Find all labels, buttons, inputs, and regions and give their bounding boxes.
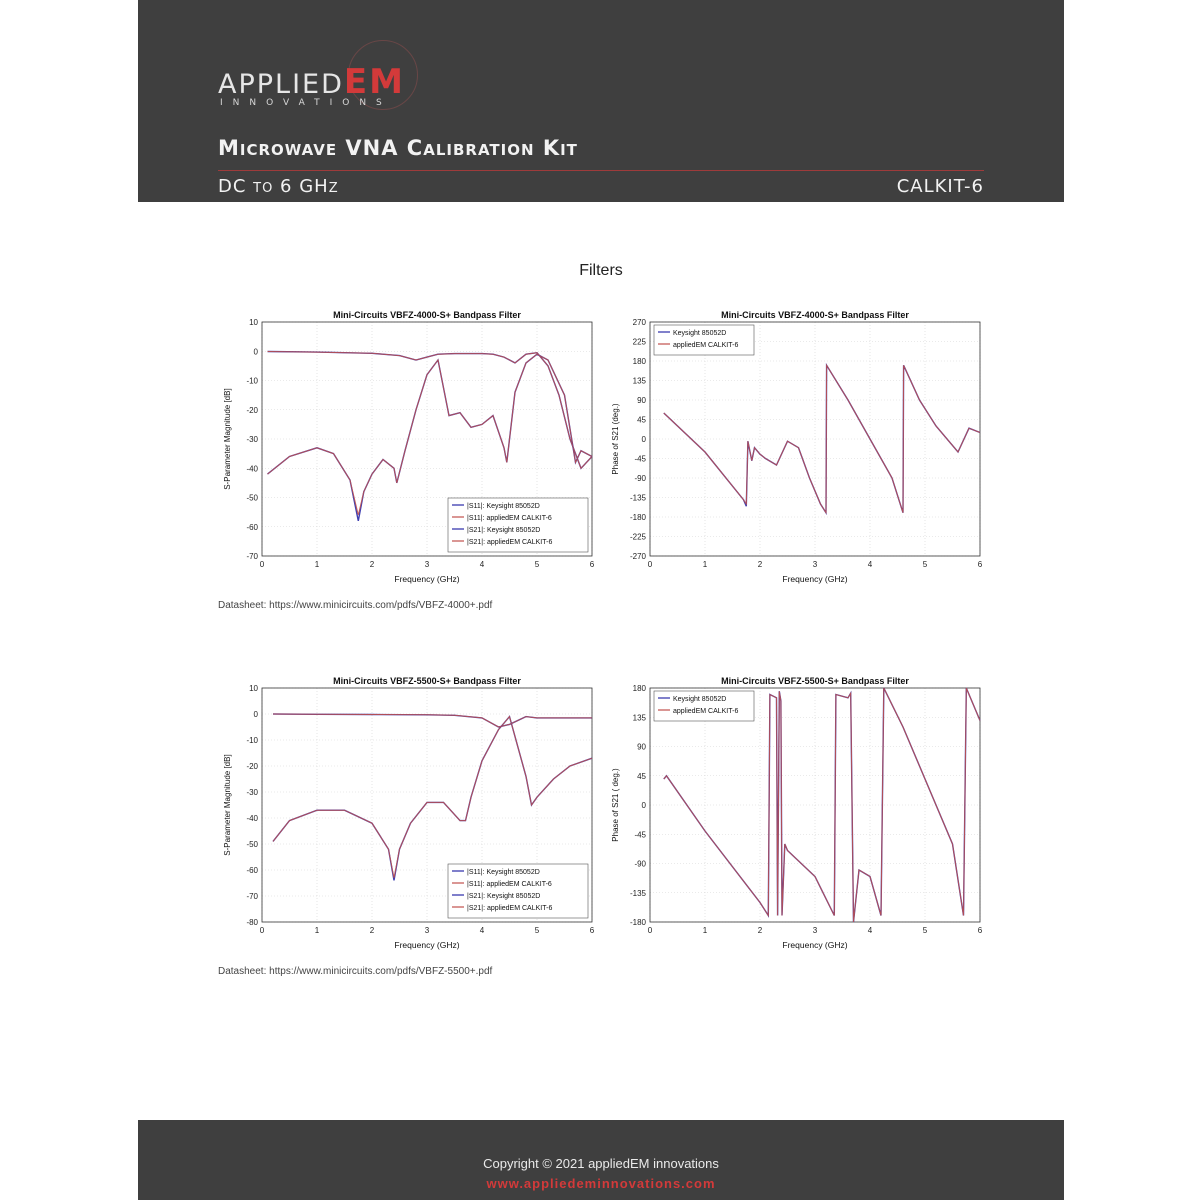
y-tick-label: -60 <box>246 522 258 532</box>
company-logo <box>218 62 405 102</box>
y-tick-label: -30 <box>246 435 258 444</box>
y-axis-label: Phase of S21 (deg.) <box>611 403 620 475</box>
y-tick-label: -60 <box>246 866 258 875</box>
x-tick-label: 1 <box>702 560 708 569</box>
legend-label: appliedEM CALKIT-6 <box>673 342 739 349</box>
y-tick-label: 0 <box>253 710 258 719</box>
y-tick-label: 135 <box>632 713 646 723</box>
copyright-text: Copyright © 2021 appliedEM innovations <box>483 1156 719 1171</box>
section-title: Filters <box>579 262 623 279</box>
y-tick-label: 135 <box>632 376 646 386</box>
legend-label: |S21|: Keysight 85052D <box>467 527 541 534</box>
x-tick-label: 2 <box>369 926 375 935</box>
chart-title: Mini-Circuits VBFZ-4000-S+ Bandpass Filter <box>721 310 909 320</box>
x-tick-label: 0 <box>259 560 265 569</box>
y-tick-label: -225 <box>629 532 646 542</box>
datasheet-page <box>138 0 1064 1200</box>
legend-label: |S11|: appliedEM CALKIT-6 <box>467 515 552 522</box>
x-axis-label: Frequency (GHz) <box>394 940 460 950</box>
y-tick-label: -135 <box>629 493 646 503</box>
document-title: Microwave VNA Calibration Kit <box>218 136 578 160</box>
x-tick-label: 3 <box>424 926 430 935</box>
logo-subtext: INNOVATIONS <box>220 98 392 108</box>
x-tick-label: 1 <box>314 560 320 569</box>
chart-title: Mini-Circuits VBFZ-5500-S+ Bandpass Filter <box>333 676 521 686</box>
y-tick-label: -80 <box>246 918 258 927</box>
y-tick-label: 0 <box>641 801 646 810</box>
y-tick-label: -20 <box>246 405 258 415</box>
y-tick-label: 270 <box>632 318 646 327</box>
y-tick-label: 90 <box>637 742 646 752</box>
y-tick-label: -50 <box>246 840 258 849</box>
x-tick-label: 2 <box>757 560 763 569</box>
legend-label: |S11|: Keysight 85052D <box>467 503 540 510</box>
y-tick-label: -45 <box>634 830 646 840</box>
chart-vbfz4000-phase <box>608 306 988 588</box>
y-tick-label: -270 <box>629 552 646 561</box>
y-tick-label: -50 <box>246 493 258 503</box>
x-tick-label: 4 <box>479 560 485 569</box>
legend-label: Keysight 85052D <box>673 330 727 337</box>
chart-vbfz4000-magnitude <box>220 306 600 588</box>
chart-title: Mini-Circuits VBFZ-4000-S+ Bandpass Filter <box>333 310 521 320</box>
header-divider <box>218 170 984 171</box>
website-link[interactable]: www.appliedeminnovations.com <box>486 1176 716 1191</box>
y-tick-label: -40 <box>246 464 258 474</box>
datasheet-link-vbfz4000[interactable]: Datasheet: https://www.minicircuits.com/pdfs/VBFZ-4000+.pdf <box>218 600 493 611</box>
x-tick-label: 6 <box>977 560 983 569</box>
x-tick-label: 5 <box>534 926 540 935</box>
x-tick-label: 6 <box>589 926 595 935</box>
y-tick-label: -70 <box>246 892 258 901</box>
legend-label: |S21|: appliedEM CALKIT-6 <box>467 539 553 546</box>
y-tick-label: 90 <box>637 396 646 405</box>
y-tick-label: 0 <box>641 435 646 444</box>
logo-em: EM <box>343 62 405 102</box>
y-tick-label: -45 <box>634 454 646 464</box>
x-tick-label: 5 <box>534 560 540 569</box>
x-tick-label: 1 <box>314 926 320 935</box>
y-tick-label: -10 <box>246 376 258 386</box>
y-tick-label: 45 <box>637 415 646 425</box>
document-subtitle: DC to 6 GHz <box>218 176 339 197</box>
y-tick-label: -40 <box>246 814 258 823</box>
legend-label: Keysight 85052D <box>673 696 727 703</box>
y-tick-label: 10 <box>249 684 258 693</box>
x-tick-label: 4 <box>867 560 873 569</box>
x-tick-label: 0 <box>647 560 653 569</box>
x-axis-label: Frequency (GHz) <box>782 574 848 584</box>
x-tick-label: 2 <box>369 560 375 569</box>
y-tick-label: 10 <box>249 318 258 327</box>
chart-vbfz5500-magnitude <box>220 672 600 954</box>
x-tick-label: 4 <box>479 926 485 935</box>
x-tick-label: 2 <box>757 926 763 935</box>
y-tick-label: -70 <box>246 552 258 561</box>
y-tick-label: 225 <box>632 337 646 347</box>
y-tick-label: -90 <box>634 859 646 869</box>
x-tick-label: 5 <box>922 926 928 935</box>
x-tick-label: 5 <box>922 560 928 569</box>
x-tick-label: 4 <box>867 926 873 935</box>
y-tick-label: -180 <box>629 918 646 927</box>
y-tick-label: 0 <box>253 347 258 357</box>
x-axis-label: Frequency (GHz) <box>782 940 848 950</box>
legend-label: |S21|: appliedEM CALKIT-6 <box>467 905 553 912</box>
product-code: CALKIT-6 <box>896 176 984 197</box>
x-tick-label: 1 <box>702 926 708 935</box>
datasheet-link-vbfz5500[interactable]: Datasheet: https://www.minicircuits.com/pdfs/VBFZ-5500+.pdf <box>218 966 493 977</box>
y-axis-label: S-Parameter Magnitude [dB] <box>223 754 232 856</box>
x-tick-label: 3 <box>812 560 818 569</box>
x-tick-label: 6 <box>589 560 595 569</box>
logo-text: APPLIED <box>218 69 344 100</box>
x-tick-label: 6 <box>977 926 983 935</box>
legend-label: |S11|: appliedEM CALKIT-6 <box>467 881 552 888</box>
x-tick-label: 0 <box>647 926 653 935</box>
x-tick-label: 3 <box>424 560 430 569</box>
legend-label: |S11|: Keysight 85052D <box>467 869 540 876</box>
y-tick-label: -30 <box>246 788 258 797</box>
y-axis-label: S-Parameter Magnitude [dB] <box>223 388 232 490</box>
x-axis-label: Frequency (GHz) <box>394 574 460 584</box>
y-tick-label: -20 <box>246 762 258 771</box>
page-header <box>138 0 1064 202</box>
x-tick-label: 3 <box>812 926 818 935</box>
x-tick-label: 0 <box>259 926 265 935</box>
y-tick-label: -90 <box>634 474 646 483</box>
y-tick-label: -10 <box>246 736 258 745</box>
page-footer <box>138 1120 1064 1200</box>
y-tick-label: -135 <box>629 888 646 898</box>
y-tick-label: 45 <box>637 771 646 781</box>
legend-label: appliedEM CALKIT-6 <box>673 708 739 715</box>
legend-label: |S21|: Keysight 85052D <box>467 893 541 900</box>
chart-title: Mini-Circuits VBFZ-5500-S+ Bandpass Filter <box>721 676 909 686</box>
y-axis-label: Phase of S21 ( deg.) <box>611 768 620 842</box>
y-tick-label: 180 <box>632 684 646 693</box>
chart-vbfz5500-phase <box>608 672 988 954</box>
y-tick-label: 180 <box>632 357 646 366</box>
y-tick-label: -180 <box>629 513 646 522</box>
